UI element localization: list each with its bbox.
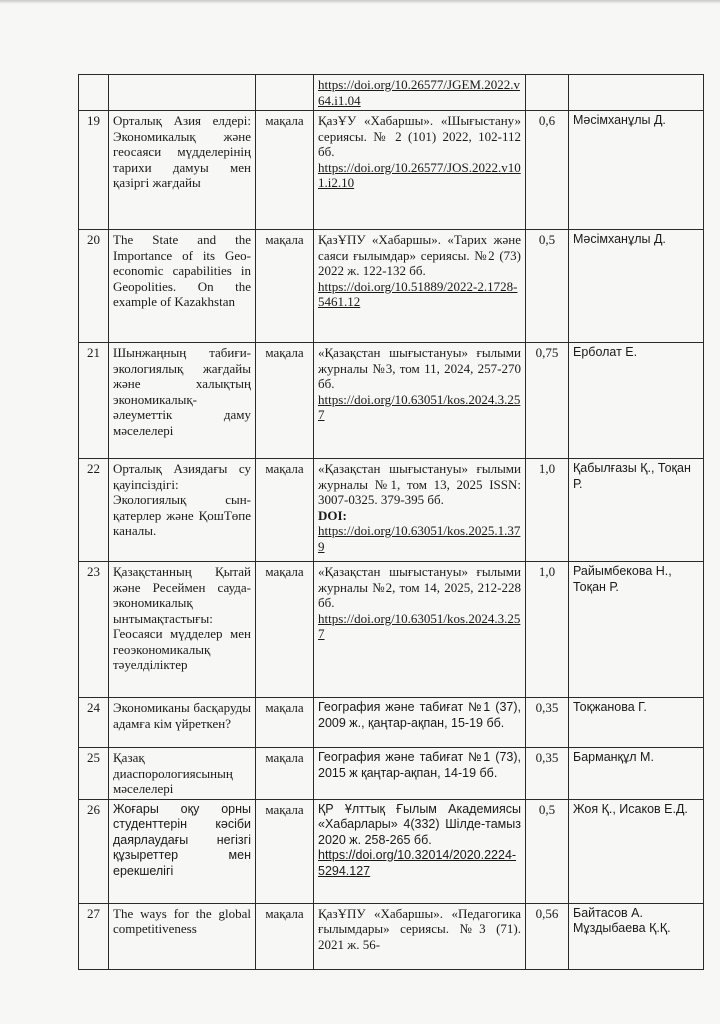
doi-link[interactable]: https://doi.org/10.63051/kos.2024.3.257: [318, 610, 521, 641]
page-top-edge: [0, 0, 720, 4]
source-text: ҚазҰПУ «Хабаршы». «Тарих және саяси ғылымдар» сериясы. №2 (73) 2022 ж. 122-132 бб.: [318, 232, 521, 278]
doi-link[interactable]: https://doi.org/10.26577/JGEM.2022.v64.i1.04: [318, 77, 520, 108]
work-type: мақала: [256, 698, 314, 748]
co-authors: Мәсімханұлы Д.: [569, 230, 704, 343]
table-row: [79, 698, 704, 748]
publication-source: [314, 748, 526, 800]
co-authors: Мәсімханұлы Д.: [569, 111, 704, 230]
table-row: [79, 903, 704, 969]
volume: 1,0: [526, 562, 569, 698]
source-text: География және табиғат №1 (73), 2015 ж қаңтар-ақпан, 14-19 бб.: [318, 750, 521, 780]
source-text: «Қазақстан шығыстануы» ғылыми журналы №1, том 13, 2025 ISSN: 3007-0325. 379-395 бб.: [318, 461, 521, 507]
source-text: «Қазақстан шығыстануы» ғылыми журналы №2, том 14, 2025, 212-228 бб.: [318, 564, 521, 610]
row-number: 22: [79, 459, 109, 562]
publication-source: [314, 343, 526, 459]
row-number: 23: [79, 562, 109, 698]
work-type: [256, 75, 314, 111]
publication-source: [314, 230, 526, 343]
source-text: «Қазақстан шығыстануы» ғылыми журналы №3, том 11, 2024, 257-270 бб.: [318, 345, 521, 391]
table-row: [79, 75, 704, 111]
volume: 0,5: [526, 799, 569, 903]
row-number: 19: [79, 111, 109, 230]
work-type: мақала: [256, 459, 314, 562]
publication-source: [314, 562, 526, 698]
volume: 0,35: [526, 698, 569, 748]
table-row: [79, 748, 704, 800]
source-text: ҚР Ұлттық Ғылым Академиясы «Хабарлары» 4(332) Шілде-тамыз 2020 ж. 258-265 бб.: [318, 801, 521, 847]
co-authors: [569, 75, 704, 111]
work-title: Орталық Азиядағы су қауіпсіздігі: Экологиялық сын-қатерлер және ҚошТөпе каналы.: [109, 459, 256, 562]
work-title: Қазақстанның Қытай және Ресеймен сауда-экономикалық ынтымақтастығы: Геосаяси мүдделер мен геоэкономикалық тәуелділіктер: [109, 562, 256, 698]
work-title: Жоғары оқу орны студенттерін кәсіби даярлаудағы негізгі құзыреттер мен ерекшелігі: [109, 799, 256, 903]
co-authors: Қабылғазы Қ., Тоқан Р.: [569, 459, 704, 562]
publication-source: [314, 75, 526, 111]
table-row: [79, 111, 704, 230]
doi-link[interactable]: https://doi.org/10.26577/JOS.2022.v101.i2.10: [318, 159, 521, 190]
doi-label: DOI:: [318, 507, 347, 523]
co-authors: Барманқұл М.: [569, 748, 704, 800]
table-row: [79, 343, 704, 459]
volume: 0,5: [526, 230, 569, 343]
publication-source: [314, 698, 526, 748]
work-title: The ways for the global competitiveness: [109, 903, 256, 969]
volume: [526, 75, 569, 111]
row-number: 26: [79, 799, 109, 903]
row-number: 25: [79, 748, 109, 800]
work-title: [109, 75, 256, 111]
table-row: [79, 230, 704, 343]
work-type: мақала: [256, 562, 314, 698]
work-title: Қазақ диаспорологиясының мәселелері: [109, 748, 256, 800]
co-authors: Байтасов А. Мұздыбаева Қ.Қ.: [569, 903, 704, 969]
volume: 0,35: [526, 748, 569, 800]
row-number: 24: [79, 698, 109, 748]
table-row: [79, 799, 704, 903]
row-number: 27: [79, 903, 109, 969]
work-type: мақала: [256, 748, 314, 800]
table-row: [79, 459, 704, 562]
publication-source: [314, 459, 526, 562]
table-row: [79, 562, 704, 698]
work-type: мақала: [256, 799, 314, 903]
row-number: [79, 75, 109, 111]
row-number: 21: [79, 343, 109, 459]
volume: 0,75: [526, 343, 569, 459]
doi-link[interactable]: https://doi.org/10.63051/kos.2024.3.257: [318, 391, 521, 422]
volume: 0,56: [526, 903, 569, 969]
publication-source: [314, 903, 526, 969]
doi-link[interactable]: https://doi.org/10.32014/2020.2224-5294.127: [318, 848, 517, 878]
co-authors: Райымбекова Н., Тоқан Р.: [569, 562, 704, 698]
volume: 0,6: [526, 111, 569, 230]
co-authors: Жоя Қ., Исаков Е.Д.: [569, 799, 704, 903]
work-type: мақала: [256, 230, 314, 343]
doi-link[interactable]: https://doi.org/10.63051/kos.2025.1.379: [318, 523, 521, 554]
work-title: Орталық Азия елдері: Экономикалық және геосаяси мүдделерінің тарихи дамуы мен қазіргі жағдайы: [109, 111, 256, 230]
work-type: мақала: [256, 111, 314, 230]
row-number: 20: [79, 230, 109, 343]
volume: 1,0: [526, 459, 569, 562]
publication-source: [314, 799, 526, 903]
co-authors: Ерболат Е.: [569, 343, 704, 459]
work-title: Шынжаңның табиғи-экологиялық жағдайы және халықтың экономикалық-әлеуметтік даму мәселелері: [109, 343, 256, 459]
source-text: ҚазҰПУ «Хабаршы». «Педагогика ғылымдары» сериясы. №3 (71). 2021 ж. 56-: [318, 905, 521, 952]
source-text: География және табиғат №1 (37), 2009 ж., қаңтар-ақпан, 15-19 бб.: [318, 700, 521, 730]
work-type: мақала: [256, 903, 314, 969]
doi-link[interactable]: https://doi.org/10.51889/2022-2.1728-5461.12: [318, 278, 518, 309]
source-text: ҚазҰУ «Хабаршы». «Шығыстану» сериясы. № 2 (101) 2022, 102-112 бб.: [318, 113, 521, 159]
work-title: The State and the Importance of its Geo-economic capabilities in Geopolities. On the example of Kazakhstan: [109, 230, 256, 343]
publication-source: [314, 111, 526, 230]
co-authors: Тоқжанова Г.: [569, 698, 704, 748]
work-type: мақала: [256, 343, 314, 459]
publications-table: [78, 74, 704, 970]
work-title: Экономиканы басқаруды адамға кім үйреткен?: [109, 698, 256, 748]
